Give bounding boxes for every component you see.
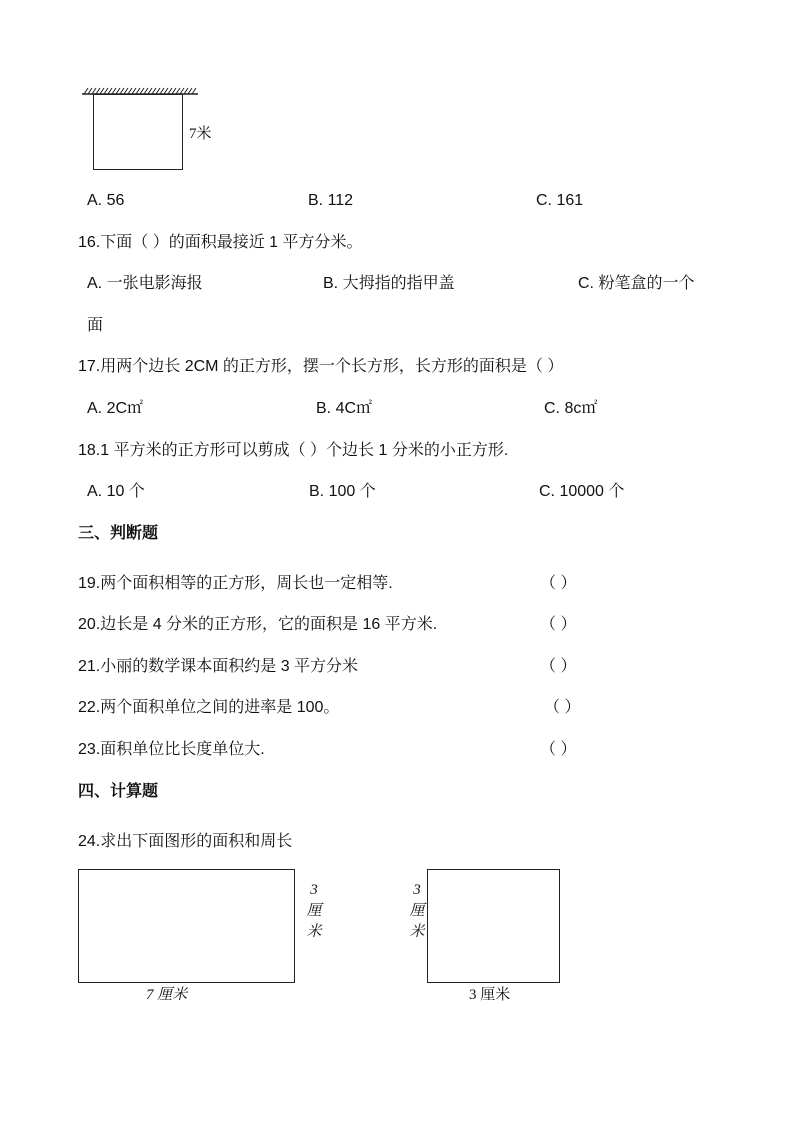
height-char: 米	[409, 924, 425, 940]
q15-side-label: 7米	[189, 126, 212, 142]
q19-text: 19.两个面积相等的正方形，周长也一定相等.	[78, 575, 393, 592]
q16-option-c-wrap: 面	[87, 317, 104, 334]
q19-answer-bracket[interactable]: （ ）	[540, 575, 577, 592]
q18-option-b: B. 100 个	[309, 483, 376, 500]
q24-rect-width-label: 7 厘米	[146, 987, 188, 1003]
height-char: 厘	[306, 903, 322, 919]
height-char: 米	[306, 924, 322, 940]
q21-text: 21.小丽的数学课本面积约是 3 平方分米	[78, 658, 359, 675]
q18-option-c: C. 10000 个	[539, 483, 625, 500]
q24-rect-height-label	[304, 880, 324, 943]
height-char: 3	[310, 882, 318, 898]
q17-option-c: C. 8c㎡	[544, 400, 598, 417]
q15-option-a: A. 56	[87, 192, 125, 209]
height-char: 厘	[409, 903, 425, 919]
q24-square-height-label	[407, 880, 427, 943]
q20-answer-bracket[interactable]: （ ）	[540, 616, 577, 633]
q21-answer-bracket[interactable]: （ ）	[540, 658, 577, 675]
q22-text: 22.两个面积单位之间的进率是 100。	[78, 699, 340, 716]
q16-option-a: A. 一张电影海报	[87, 275, 203, 292]
q24-square-width-label: 3 厘米	[469, 987, 511, 1003]
q23-answer-bracket[interactable]: （ ）	[540, 741, 577, 758]
q15-option-b: B. 112	[308, 192, 354, 209]
q23-text: 23.面积单位比长度单位大.	[78, 741, 265, 758]
section-title-judgment: 三、判断题	[78, 525, 159, 542]
q17-option-a: A. 2C㎡	[87, 400, 144, 417]
q15-rectangle	[93, 94, 183, 170]
q16-stem: 16.下面（ ）的面积最接近 1 平方分米。	[78, 234, 363, 251]
height-char: 3	[413, 882, 421, 898]
q20-text: 20.边长是 4 分米的正方形，它的面积是 16 平方米.	[78, 616, 438, 633]
q24-rectangle	[78, 869, 295, 983]
q17-option-b: B. 4C㎡	[316, 400, 373, 417]
q18-stem: 18.1 平方米的正方形可以剪成（ ）个边长 1 分米的小正方形.	[78, 442, 509, 459]
q24-square	[427, 869, 560, 983]
q17-stem: 17.用两个边长 2CM 的正方形，摆一个长方形，长方形的面积是（ ）	[78, 358, 564, 375]
q16-option-b: B. 大拇指的指甲盖	[323, 275, 455, 292]
q15-option-c: C. 161	[536, 192, 584, 209]
q16-option-c: C. 粉笔盒的一个	[578, 275, 695, 292]
section-title-calculation: 四、计算题	[78, 783, 159, 800]
q18-option-a: A. 10 个	[87, 483, 145, 500]
q22-answer-bracket[interactable]: （ ）	[544, 699, 581, 716]
q24-stem: 24.求出下面图形的面积和周长	[78, 833, 293, 850]
